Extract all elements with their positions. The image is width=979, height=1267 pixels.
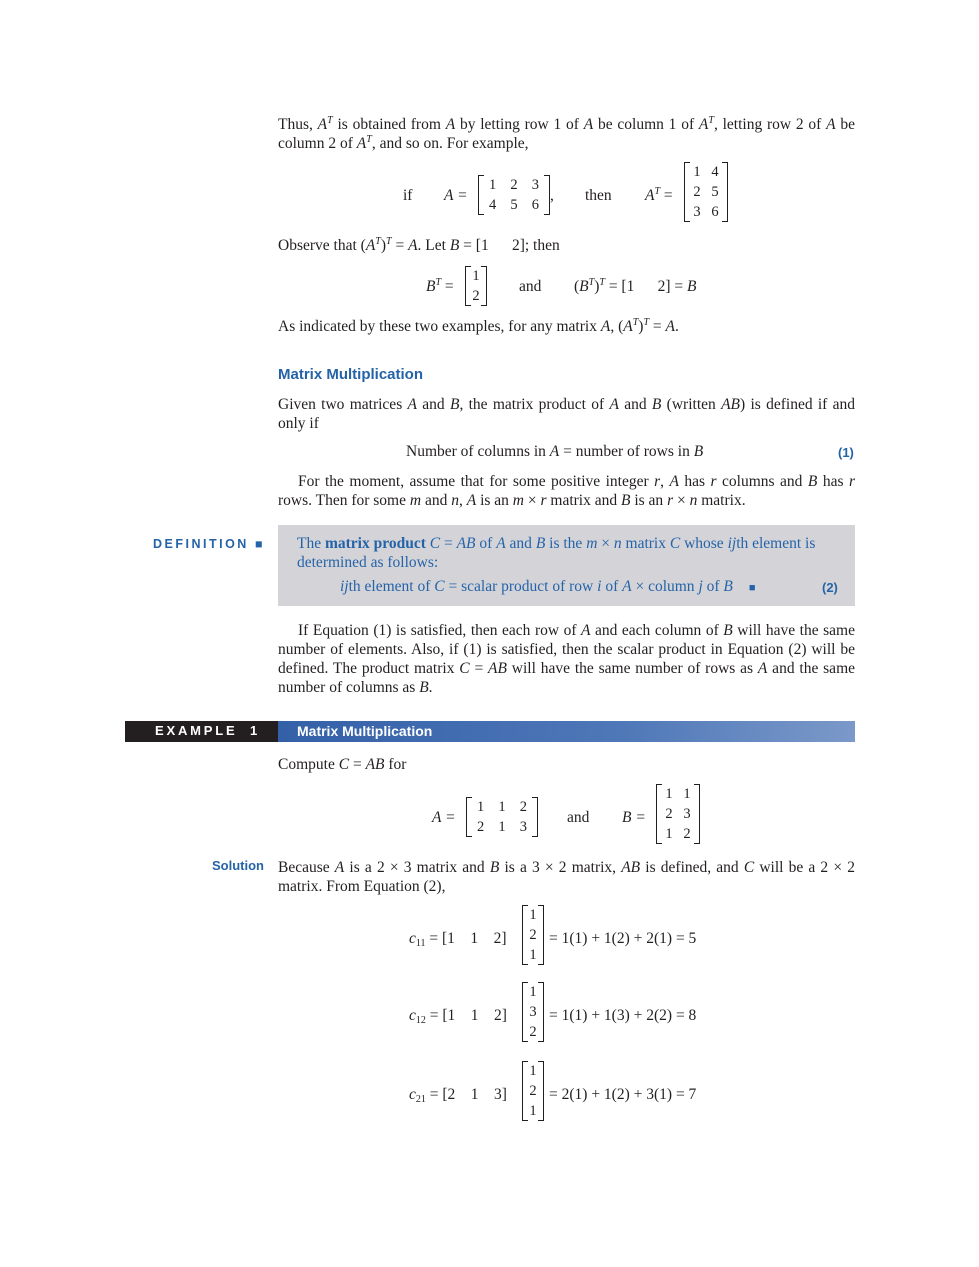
text: is an bbox=[476, 492, 513, 509]
left-bracket bbox=[466, 797, 472, 837]
text: For the moment, assume that for some positive integer bbox=[298, 473, 655, 490]
right-bracket bbox=[532, 797, 538, 837]
math-var: A bbox=[334, 859, 345, 876]
subscript: 12 bbox=[415, 1015, 426, 1026]
math-var: ij bbox=[340, 578, 349, 595]
math-var: A bbox=[549, 443, 560, 460]
text: of bbox=[702, 578, 724, 595]
text: and bbox=[567, 809, 590, 826]
matrix-BT bbox=[465, 266, 487, 306]
right-bracket bbox=[538, 982, 544, 1042]
right-bracket bbox=[538, 905, 544, 965]
math-var: A bbox=[698, 116, 709, 133]
math-var: A bbox=[665, 318, 675, 335]
math-var: B bbox=[807, 473, 818, 490]
right-bracket bbox=[538, 1061, 544, 1121]
indicated-line bbox=[278, 318, 679, 336]
math-var: B = bbox=[622, 809, 646, 826]
matrix-entry: 5 bbox=[510, 197, 518, 213]
compute-line bbox=[278, 756, 406, 774]
right-bracket bbox=[722, 162, 728, 222]
text: 1 bbox=[250, 723, 258, 738]
definition-label bbox=[153, 537, 262, 551]
text: = bbox=[440, 535, 457, 552]
text: The bbox=[297, 535, 325, 552]
text: columns and bbox=[716, 473, 808, 490]
text: th element of bbox=[348, 578, 435, 595]
math-var: ij bbox=[727, 535, 737, 552]
math-var: C bbox=[434, 578, 445, 595]
left-bracket bbox=[656, 784, 662, 844]
row-vector: = [2 1 3] bbox=[429, 1086, 507, 1103]
math-var: r bbox=[710, 473, 717, 490]
matrix-entry: 1 bbox=[529, 1063, 537, 1079]
subscript: 21 bbox=[415, 1094, 426, 1105]
math-var: AB bbox=[365, 756, 385, 773]
text: Number of columns in bbox=[406, 443, 550, 460]
matrix-entry: 1 bbox=[665, 826, 673, 842]
text: ) is defined if and only if bbox=[278, 396, 856, 432]
matrix-entry: 1 bbox=[472, 268, 480, 284]
moment-paragraph bbox=[278, 472, 855, 510]
matrix-entry: 6 bbox=[531, 197, 539, 213]
text: = bbox=[649, 318, 666, 335]
matrix-entry: 1 bbox=[529, 1103, 537, 1119]
matrix-B-example bbox=[656, 784, 700, 844]
text: DEFINITION bbox=[153, 537, 249, 551]
text: is the bbox=[545, 535, 587, 552]
superscript: T bbox=[327, 115, 333, 126]
matrix-entry: 2 bbox=[519, 799, 527, 815]
text: × bbox=[673, 492, 690, 509]
matrix-entry: 2 bbox=[529, 927, 537, 943]
text: is an bbox=[630, 492, 668, 509]
subscript: 11 bbox=[415, 938, 426, 949]
math-var: A bbox=[623, 318, 633, 335]
text: × column bbox=[631, 578, 699, 595]
math-var: n bbox=[451, 492, 459, 509]
column-vector bbox=[522, 905, 544, 965]
text: = bbox=[469, 660, 489, 677]
matrix-A-example bbox=[466, 797, 538, 837]
left-bracket bbox=[478, 175, 484, 215]
right-bracket bbox=[694, 784, 700, 844]
row-vector: = [1 1 2] bbox=[429, 1007, 507, 1024]
matrix-entry: 1 bbox=[693, 164, 701, 180]
solution-label: Solution bbox=[212, 858, 264, 873]
text: . bbox=[428, 679, 433, 696]
math-var: B bbox=[449, 396, 460, 413]
example-title-bar bbox=[278, 721, 855, 742]
math-var: AB bbox=[621, 859, 641, 876]
math-var: C bbox=[429, 535, 441, 552]
text: and bbox=[421, 492, 452, 509]
definition-formula bbox=[340, 578, 756, 596]
math-var: A bbox=[609, 396, 619, 413]
text: matrix bbox=[621, 535, 670, 552]
matrix-AT bbox=[684, 162, 728, 222]
text: will have the same number of elements. Also, if (1) is satisfied, then the scalar product in Equation (2) will be defined. The product matrix bbox=[278, 622, 855, 677]
matrix-entry: 3 bbox=[529, 1004, 537, 1020]
text: ) bbox=[380, 237, 387, 254]
math-var: m bbox=[409, 492, 422, 509]
text: ) bbox=[638, 318, 644, 335]
matrix-entry: 6 bbox=[711, 204, 719, 220]
text: is defined, and bbox=[640, 859, 744, 876]
text: has bbox=[678, 473, 711, 490]
text: and bbox=[417, 396, 450, 413]
superscript: T bbox=[375, 236, 381, 247]
math-var: c bbox=[409, 1007, 416, 1024]
math-var: B bbox=[535, 535, 546, 552]
math-var: A bbox=[496, 535, 506, 552]
math-var: c bbox=[409, 1086, 416, 1103]
text: will have the same number of rows as bbox=[506, 660, 758, 677]
math-var: A bbox=[669, 473, 679, 490]
matrix-entry: 1 bbox=[498, 819, 506, 835]
text: be column 1 of bbox=[593, 116, 699, 133]
superscript: T bbox=[599, 277, 605, 288]
section-heading: Matrix Multiplication bbox=[278, 366, 424, 383]
solution-paragraph bbox=[278, 858, 855, 896]
text: × bbox=[523, 492, 541, 509]
math-var: B bbox=[489, 859, 500, 876]
superscript: T bbox=[643, 317, 649, 328]
observe-line bbox=[278, 237, 560, 255]
matrix-entry: 2 bbox=[510, 177, 518, 193]
text: = number of rows in bbox=[559, 443, 694, 460]
superscript: T bbox=[708, 115, 714, 126]
superscript: T bbox=[386, 236, 392, 247]
left-bracket bbox=[684, 162, 690, 222]
math-var: B bbox=[723, 622, 733, 639]
result: = 1(1) + 1(3) + 2(2) = 8 bbox=[549, 1007, 697, 1024]
result: = 2(1) + 1(2) + 3(1) = 7 bbox=[549, 1086, 697, 1103]
equation-1 bbox=[406, 443, 703, 461]
matrix-entry: 1 bbox=[683, 786, 691, 802]
text: Because bbox=[278, 859, 335, 876]
text: If Equation (1) is satisfied, then each row of bbox=[298, 622, 582, 639]
matrix-entry: 3 bbox=[519, 819, 527, 835]
text: is obtained from bbox=[332, 116, 446, 133]
math-var: B bbox=[449, 237, 460, 254]
math-var: C bbox=[338, 756, 350, 773]
text: matrix. bbox=[697, 492, 746, 509]
end-square-icon: ■ bbox=[748, 582, 756, 594]
text: ) bbox=[594, 278, 600, 295]
matrix-entry: 1 bbox=[498, 799, 506, 815]
result: = 1(1) + 1(2) + 2(1) = 5 bbox=[549, 930, 697, 947]
text: and the same number of columns as bbox=[278, 660, 856, 696]
example-title: Matrix Multiplication bbox=[297, 723, 433, 739]
math-var: A bbox=[826, 116, 836, 133]
math-var: A = bbox=[444, 187, 468, 204]
text: Given two matrices bbox=[278, 396, 408, 413]
text: ( bbox=[574, 278, 580, 295]
text: and bbox=[618, 396, 652, 413]
text: Thus, bbox=[278, 116, 318, 133]
math-var: c bbox=[409, 930, 416, 947]
text: As indicated by these two examples, for any matrix bbox=[278, 318, 601, 335]
definition-text bbox=[297, 534, 837, 572]
matrix-entry: 3 bbox=[693, 204, 701, 220]
math-var: A bbox=[757, 660, 768, 677]
text: = bbox=[349, 756, 366, 773]
transpose-paragraph bbox=[278, 115, 855, 153]
math-var: r bbox=[667, 492, 674, 509]
matrix-entry: 2 bbox=[477, 819, 485, 835]
text: will be a 2 × 2 matrix. From Equation (2), bbox=[278, 859, 855, 895]
text: then bbox=[585, 187, 612, 204]
math-var: AB bbox=[488, 660, 507, 677]
matrix-entry: 1 bbox=[665, 786, 673, 802]
text: = [1 2] = bbox=[604, 278, 687, 295]
text: has bbox=[817, 473, 849, 490]
text: , bbox=[458, 492, 467, 509]
text: , and so on. For example, bbox=[371, 135, 529, 152]
superscript: T bbox=[435, 277, 442, 288]
text: , ( bbox=[610, 318, 624, 335]
matrix-entry: 2 bbox=[529, 1083, 537, 1099]
text: . Let bbox=[417, 237, 450, 254]
text: . bbox=[674, 318, 679, 335]
text: rows. Then for some bbox=[278, 492, 410, 509]
math-var: AB bbox=[456, 535, 476, 552]
math-var: B bbox=[687, 278, 697, 295]
math-var: A bbox=[622, 578, 632, 595]
matrix-entry: 2 bbox=[665, 806, 673, 822]
math-var: j bbox=[698, 578, 703, 595]
math-var: C bbox=[743, 859, 755, 876]
text: and bbox=[519, 278, 542, 295]
math-var: m bbox=[586, 535, 598, 552]
math-var: n bbox=[689, 492, 698, 509]
term: matrix product bbox=[324, 535, 426, 552]
math-var: A bbox=[407, 396, 417, 413]
given-paragraph bbox=[278, 395, 855, 433]
text: , bbox=[660, 473, 670, 490]
square-icon: ■ bbox=[254, 537, 263, 551]
math-var: A bbox=[408, 237, 418, 254]
superscript: T bbox=[588, 277, 595, 288]
matrix-entry: 3 bbox=[531, 177, 539, 193]
matrix-entry: 2 bbox=[693, 184, 701, 200]
left-bracket bbox=[522, 905, 528, 965]
math-var: A bbox=[445, 116, 456, 133]
text: if bbox=[403, 187, 413, 204]
text: by letting row 1 of bbox=[455, 116, 584, 133]
matrix-entry: 2 bbox=[683, 826, 691, 842]
text: be column 2 of bbox=[278, 116, 856, 152]
superscript: T bbox=[366, 134, 372, 145]
math-var: B bbox=[419, 679, 429, 696]
math-var: A bbox=[645, 187, 655, 204]
if-equation-paragraph bbox=[278, 621, 855, 697]
text: (written bbox=[661, 396, 722, 413]
math-var: B bbox=[621, 492, 631, 509]
text: is a 3 × 2 matrix, bbox=[499, 859, 622, 876]
math-var: C bbox=[459, 660, 470, 677]
math-var: A bbox=[356, 135, 367, 152]
matrix-entry: 1 bbox=[489, 177, 497, 193]
math-var: A bbox=[583, 116, 594, 133]
superscript: T bbox=[632, 317, 639, 328]
matrix-entry: 4 bbox=[711, 164, 719, 180]
left-bracket bbox=[522, 1061, 528, 1121]
matrix-A bbox=[478, 175, 550, 215]
math-var: A bbox=[600, 318, 611, 335]
text: matrix and bbox=[546, 492, 621, 509]
matrix-entry: 1 bbox=[529, 907, 537, 923]
math-var: m bbox=[512, 492, 524, 509]
text: and each column of bbox=[590, 622, 724, 639]
matrix-entry: 5 bbox=[711, 184, 719, 200]
math-var: A bbox=[466, 492, 477, 509]
left-bracket bbox=[465, 266, 471, 306]
text: of bbox=[601, 578, 623, 595]
text: × bbox=[597, 535, 614, 552]
superscript: T bbox=[654, 186, 661, 197]
text: = [1 2]; then bbox=[459, 237, 560, 254]
matrix-entry: 1 bbox=[529, 984, 537, 1000]
matrix-entry: 1 bbox=[529, 947, 537, 963]
matrix-entry: 4 bbox=[489, 197, 497, 213]
math-var: n bbox=[613, 535, 622, 552]
text: = bbox=[663, 187, 673, 204]
math-var: B bbox=[426, 278, 436, 295]
math-var: B bbox=[579, 278, 589, 295]
math-var: A = bbox=[432, 809, 456, 826]
text: whose bbox=[680, 535, 728, 552]
text: = scalar product of row bbox=[444, 578, 598, 595]
text: = bbox=[391, 237, 409, 254]
text: EXAMPLE bbox=[155, 723, 238, 738]
text: of bbox=[475, 535, 497, 552]
left-bracket bbox=[522, 982, 528, 1042]
text: , bbox=[550, 187, 554, 204]
math-var: C bbox=[669, 535, 681, 552]
math-var: r bbox=[540, 492, 547, 509]
math-var: B bbox=[723, 578, 733, 595]
math-var: A bbox=[365, 237, 376, 254]
matrix-entry: 2 bbox=[472, 288, 480, 304]
math-var: A bbox=[317, 116, 328, 133]
example-label-bar bbox=[125, 721, 278, 742]
math-var: r bbox=[654, 473, 661, 490]
text: for bbox=[384, 756, 407, 773]
text: th element is determined as follows: bbox=[297, 535, 816, 571]
text: and bbox=[505, 535, 536, 552]
math-var: AB bbox=[721, 396, 740, 413]
math-var: i bbox=[597, 578, 602, 595]
column-vector bbox=[522, 1061, 544, 1121]
text: Observe that ( bbox=[278, 237, 366, 254]
math-var: B bbox=[693, 443, 704, 460]
text: is a 2 × 3 matrix and bbox=[344, 859, 490, 876]
text: Compute bbox=[278, 756, 339, 773]
text: = bbox=[444, 278, 454, 295]
equation-number-2: (2) bbox=[822, 580, 838, 595]
text: , the matrix product of bbox=[459, 396, 610, 413]
math-var: A bbox=[581, 622, 591, 639]
math-var: B bbox=[651, 396, 662, 413]
math-var: r bbox=[848, 473, 855, 490]
matrix-entry: 3 bbox=[683, 806, 691, 822]
matrix-entry: 2 bbox=[529, 1024, 537, 1040]
right-bracket bbox=[481, 266, 487, 306]
column-vector bbox=[522, 982, 544, 1042]
row-vector: = [1 1 2] bbox=[429, 930, 507, 947]
text: , letting row 2 of bbox=[713, 116, 827, 133]
equation-number-1: (1) bbox=[838, 445, 854, 460]
matrix-entry: 1 bbox=[477, 799, 485, 815]
